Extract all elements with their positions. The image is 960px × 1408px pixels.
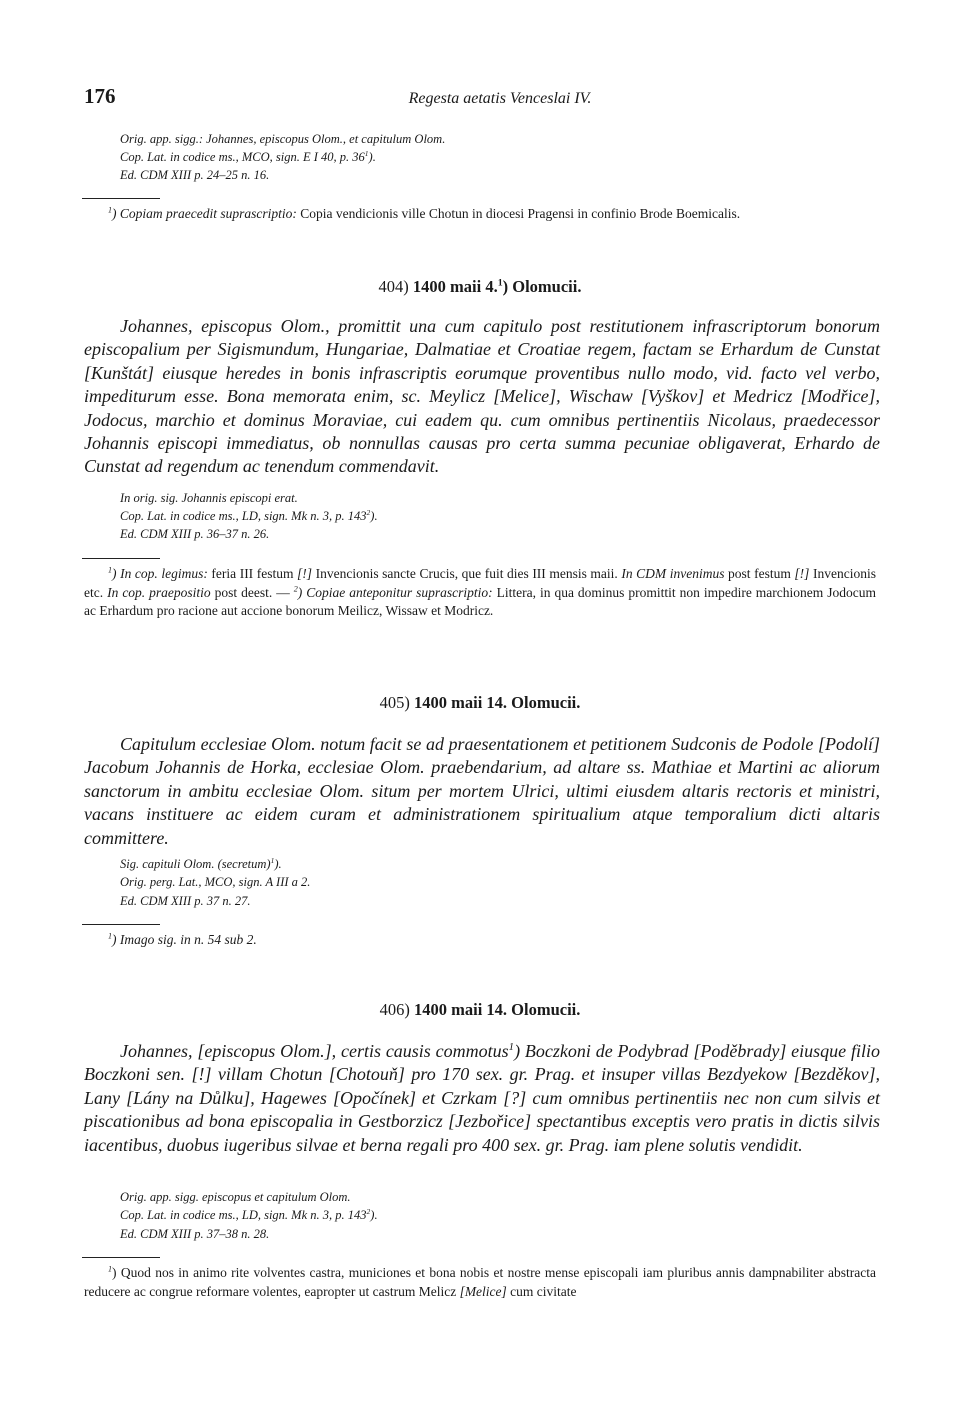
- regest-text: Johannes, episcopus Olom., promittit una cum capitulo post restitutionem infrascriptorum bonorum episcopalium per Sigismundum, Hungariae, Dalmatiae et Croatiae regem, factam se Erhardum de Cunstat [Kunštát] eiusque heredes in bonis infrascriptis eorumque proventibus nullo modo, vid. facto vel verbo, impediturum esse. Bona memorata enim, sc. Meylicz [Melice], Wischaw [Vyškov] et Medricz [Modřice], Jodocus, marchio et dominus Moraviae, cui eadem qu. cum omnibus pertinentiis Nicolaus, praedecessor Johannis episcopi immediatus, ob nonnullas causas pro certa summa pecuniae obligaverat, Erhardo de Cunstat ad regendum ac tenendum commendavit.: [84, 316, 880, 477]
- regest-text: Capitulum ecclesiae Olom. notum facit se ad praesentationem et petitionem Sudconis de Podole [Podolí] Jacobum Johannis de Horka, ecclesiae Olom. praebendarium, ad altare ss. Mathiae et Martini ac aliorum sanctorum in ambitu ecclesiae Olom. situm per mortem Ulrici, ultimi eiusdem altaris rectoris et ministri, vacans instituere ac eidem curam et administrationem spiritualium atque temporalium dicti altaris committere.: [84, 734, 880, 848]
- note-ed: Ed. CDM XIII p. 37–38 n. 28.: [120, 1227, 270, 1241]
- footnote-rule: [82, 558, 160, 559]
- note-cop: Cop. Lat. in codice ms., LD, sign. Mk n. 3, p. $143^2$).: [120, 507, 378, 523]
- note-ed: Ed. CDM XIII p. 36–37 n. 26.: [120, 527, 270, 541]
- note-seal: In orig. sig. Johannis episcopi erat.: [120, 491, 298, 505]
- footnote: $^1$) Imago sig. in n. 54 sub 2.: [108, 931, 257, 947]
- footnote: $^1$) Copiam praecedit suprascriptio: Copia vendicionis ville Chotun in diocesi Pragensi in confinio Brode Boemicalis.: [108, 205, 741, 221]
- note-cop: Cop. Lat. in codice ms., MCO, sign. E I 40, p. $36^1$).: [120, 148, 376, 164]
- footnote: $^1$) In cop. legimus: feria III festum [!] Invencionis sancte Crucis, que fuit dies III mensis maii. In CDM invenimus post festum [!] Invencionis etc. In cop. praepositio post deest. — $^2$) Copiae anteponitur suprascriptio: Littera, in qua dominus promittit non impedire marchionem Jodocum ac Erhardum pro racione aut accione bonorum Meilicz, Wissaw et Modricz.: [84, 565, 876, 618]
- entry-heading: 406) 1400 maii 14. Olomucii.: [379, 1000, 581, 1019]
- note-seal: Sig. capituli Olom. (secretum)$^1$).: [120, 855, 282, 871]
- regest-text: Johannes, [episcopus Olom.], certis causis commotus$^1$) Boczkoni de Podybrad [Poděbrady] eiusque filio Boczkoni sen. [!] villam Chotun [Chotouň] pro 170 sex. gr. Prag. et insuper villas Bezdyekow [Bezděkov], Lany [Lány na Důlku], Hagewes [Opočínek] et Czrkam [?] cum omnibus pertinentiis nec non cum silvis et piscationibus ad bona episcopalia in Gestborzicz [Jezbořice] spectantibus exceptis vero pratis in dictis silvis iacentibus, duobus iugeribus silvae et berna regali pro 400 sex. gr. Prag. iam plene solutis vendidit.: [84, 1041, 881, 1155]
- note-ed: Ed. CDM XIII p. 24–25 n. 16.: [120, 168, 270, 182]
- note-ed: Ed. CDM XIII p. 37 n. 27.: [120, 894, 251, 908]
- entry-heading: 404) 1400 maii 4.$^1$) Olomucii.: [378, 277, 582, 296]
- running-title: Regesta aetatis Venceslai IV.: [408, 90, 592, 107]
- footnote: $^1$) Quod nos in animo rite volventes castra, municiones et bona nobis et nostre mense episcopali iam pluribus annis dampnabiliter abstracta reducere ac congrue reformare volentes, eapropter ut castrum Melicz [Melice] cum civitate: [84, 1264, 876, 1299]
- note-cop: Cop. Lat. in codice ms., LD, sign. Mk n. 3, p. $143^2$).: [120, 1206, 378, 1222]
- note-orig: Orig. app. sigg. episcopus et capitulum Olom.: [120, 1190, 351, 1204]
- footnote-rule: [82, 198, 160, 199]
- page-number: 176: [84, 84, 116, 108]
- note-orig: Orig. app. sigg.: Johannes, episcopus Olom., et capitulum Olom.: [120, 132, 446, 146]
- footnote-rule: [82, 924, 160, 925]
- footnote-rule: [82, 1257, 160, 1258]
- note-orig: Orig. perg. Lat., MCO, sign. A III a 2.: [120, 875, 311, 889]
- entry-heading: 405) 1400 maii 14. Olomucii.: [379, 693, 581, 712]
